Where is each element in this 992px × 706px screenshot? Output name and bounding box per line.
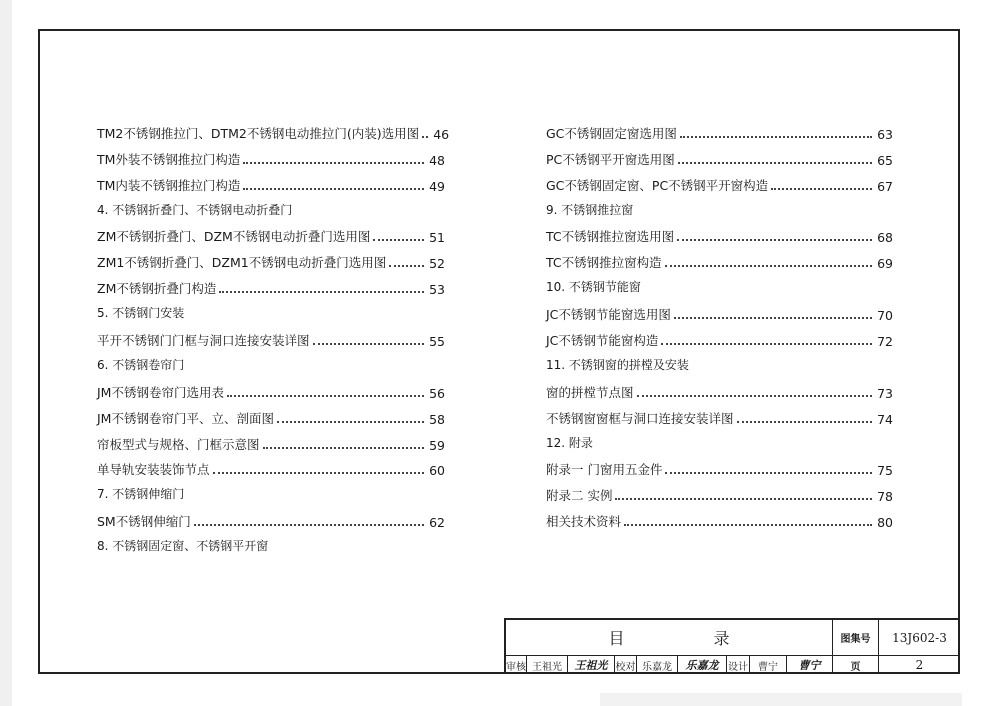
- toc-entry-label: 平开不锈钢门门框与洞口连接安装详图: [97, 333, 310, 349]
- toc-entry: [546, 168, 893, 194]
- toc-page-number: 75: [877, 463, 893, 479]
- toc-entry-label: JC不锈钢节能窗构造: [546, 333, 659, 349]
- reviewer-name: 王祖光: [532, 661, 562, 673]
- toc-dot-leader: [665, 265, 872, 267]
- toc-section-heading: [97, 297, 445, 323]
- toc-dot-leader: [677, 239, 872, 241]
- toc-entry-label: 12. 附录: [546, 435, 593, 450]
- toc-section-heading: [546, 349, 893, 375]
- page-number: 2: [915, 658, 924, 672]
- toc-dot-leader: [665, 472, 872, 474]
- toc-page-number: 73: [877, 385, 893, 401]
- toc-entry: [97, 142, 445, 168]
- toc-entry-label: ZM不锈钢折叠门构造: [97, 281, 217, 297]
- toc-entry-label: JM不锈钢卷帘门选用表: [97, 384, 224, 400]
- toc-page-number: 58: [429, 411, 445, 427]
- toc-entry: [97, 401, 445, 427]
- toc-entry-label: TM2不锈钢推拉门、DTM2不锈钢电动推拉门(内装)选用图: [97, 125, 420, 141]
- toc-entry-label: TC不锈钢推拉窗选用图: [546, 229, 675, 245]
- toc-entry-label: 附录一 门窗用五金件: [546, 462, 663, 478]
- checker-signature: 乐嘉龙: [685, 659, 719, 672]
- design-label: 设计: [728, 661, 748, 673]
- toc-section-heading: [97, 478, 445, 504]
- toc-entry-label: 5. 不锈钢门安装: [97, 306, 185, 321]
- toc-entry-label: 8. 不锈钢固定窗、不锈钢平开窗: [97, 539, 269, 554]
- toc-page-number: 53: [429, 282, 445, 298]
- toc-page-number: 52: [429, 256, 445, 272]
- toc-dot-leader: [737, 421, 872, 423]
- toc-entry-label: TM外装不锈钢推拉门构造: [97, 151, 241, 167]
- toc-section-heading: [97, 349, 445, 375]
- toc-dot-leader: [422, 136, 428, 138]
- toc-page-number: 69: [877, 256, 893, 272]
- toc-page-number: 74: [877, 411, 893, 427]
- scan-margin: [0, 0, 12, 706]
- toc-entry: [97, 453, 445, 479]
- toc-section-heading: [97, 194, 445, 220]
- toc-entry-label: 7. 不锈钢伸缩门: [97, 487, 185, 502]
- toc-entry-label: TC不锈钢推拉窗构造: [546, 255, 662, 271]
- toc-entry-label: TM内装不锈钢推拉门构造: [97, 177, 241, 193]
- toc-section-heading: [97, 530, 445, 556]
- toc-dot-leader: [243, 162, 424, 164]
- toc-entry-label: ZM不锈钢折叠门、DZM不锈钢电动折叠门选用图: [97, 229, 371, 245]
- toc-page-number: 55: [429, 334, 445, 350]
- review-label: 审核: [506, 661, 526, 673]
- toc-dot-leader: [661, 343, 872, 345]
- title-block: [504, 618, 960, 674]
- toc-entry: [97, 504, 445, 530]
- toc-dot-leader: [624, 524, 872, 526]
- checker-name: 乐嘉龙: [642, 661, 672, 673]
- toc-section-heading: [546, 194, 893, 220]
- toc-entry-label: 11. 不锈钢窗的拼樘及安装: [546, 357, 689, 372]
- toc-page-number: 48: [429, 152, 445, 168]
- designer-signature: 曹宁: [798, 659, 821, 672]
- atlas-number: 13J602-3: [892, 630, 947, 645]
- toc-entry-label: JM不锈钢卷帘门平、立、剖面图: [97, 410, 274, 426]
- toc-dot-leader: [313, 343, 424, 345]
- toc-right-column: [546, 116, 893, 530]
- toc-entry-label: 帘板型式与规格、门框示意图: [97, 436, 260, 452]
- toc-entry-label: GC不锈钢固定窗选用图: [546, 125, 677, 141]
- toc-entry-label: JC不锈钢节能窗选用图: [546, 307, 671, 323]
- toc-entry: [546, 245, 893, 271]
- toc-page-number: 49: [429, 178, 445, 194]
- toc-entry-label: PC不锈钢平开窗选用图: [546, 151, 675, 167]
- toc-entry: [546, 142, 893, 168]
- atlas-number-label: 图集号: [840, 634, 871, 645]
- toc-dot-leader: [263, 447, 424, 449]
- reviewer-signature: 王祖光: [574, 659, 608, 672]
- toc-entry: [97, 427, 445, 453]
- toc-page-number: 59: [429, 437, 445, 453]
- toc-dot-leader: [219, 291, 424, 293]
- toc-dot-leader: [771, 188, 872, 190]
- toc-entry: [546, 116, 893, 142]
- toc-section-heading: [546, 271, 893, 297]
- toc-page-number: 65: [877, 152, 893, 168]
- toc-entry-label: 10. 不锈钢节能窗: [546, 280, 641, 295]
- toc-page-number: 78: [877, 489, 893, 505]
- toc-dot-leader: [227, 395, 424, 397]
- toc-dot-leader: [243, 188, 424, 190]
- toc-dot-leader: [277, 421, 424, 423]
- toc-entry-label: 6. 不锈钢卷帘门: [97, 357, 185, 372]
- toc-entry: [546, 401, 893, 427]
- toc-entry-label: SM不锈钢伸缩门: [97, 514, 191, 530]
- toc-entry-label: ZM1不锈钢折叠门、DZM1不锈钢电动折叠门选用图: [97, 255, 387, 271]
- toc-entry: [97, 168, 445, 194]
- toc-dot-leader: [389, 265, 424, 267]
- toc-entry: [97, 116, 450, 142]
- toc-dot-leader: [194, 524, 424, 526]
- toc-entry: [546, 478, 893, 504]
- designer-name: 曹宁: [758, 661, 778, 673]
- toc-left-column: [97, 116, 450, 556]
- toc-entry-label: 窗的拼樘节点图: [546, 384, 634, 400]
- toc-page-number: 46: [433, 126, 450, 142]
- toc-dot-leader: [680, 136, 872, 138]
- toc-entry: [97, 375, 445, 401]
- toc-page-number: 80: [877, 515, 893, 531]
- check-label: 校对: [615, 661, 636, 673]
- toc-entry: [97, 271, 445, 297]
- toc-dot-leader: [678, 162, 872, 164]
- toc-page-number: 68: [877, 230, 893, 246]
- toc-entry: [546, 375, 893, 401]
- toc-entry-label: 附录二 实例: [546, 488, 613, 504]
- toc-entry: [97, 245, 445, 271]
- toc-page-number: 60: [429, 463, 445, 479]
- toc-page-number: 56: [429, 385, 445, 401]
- title-block-title: 目 录: [608, 629, 772, 648]
- toc-page-number: 62: [429, 515, 445, 531]
- toc-page-number: 63: [877, 126, 893, 142]
- toc-entry: [546, 453, 893, 479]
- toc-section-heading: [546, 427, 893, 453]
- toc-entry-label: 相关技术资料: [546, 514, 622, 530]
- toc-dot-leader: [674, 317, 872, 319]
- toc-page-number: 67: [877, 178, 893, 194]
- toc-entry-label: 单导轨安装装饰节点: [97, 462, 210, 478]
- page-label: 页: [850, 661, 861, 673]
- toc-entry: [546, 297, 893, 323]
- toc-entry: [546, 220, 893, 246]
- toc-page-number: 70: [877, 308, 893, 324]
- toc-entry: [546, 504, 893, 530]
- scan-bottom-strip: [600, 693, 962, 706]
- toc-entry-label: GC不锈钢固定窗、PC不锈钢平开窗构造: [546, 177, 769, 193]
- toc-dot-leader: [373, 239, 424, 241]
- toc-entry: [97, 220, 445, 246]
- toc-dot-leader: [637, 395, 872, 397]
- toc-dot-leader: [213, 472, 424, 474]
- toc-page-number: 72: [877, 334, 893, 350]
- toc-dot-leader: [615, 498, 872, 500]
- toc-entry-label: 9. 不锈钢推拉窗: [546, 202, 634, 217]
- toc-entry: [97, 323, 445, 349]
- toc-entry-label: 4. 不锈钢折叠门、不锈钢电动折叠门: [97, 202, 293, 217]
- toc-entry: [546, 323, 893, 349]
- toc-entry-label: 不锈钢窗窗框与洞口连接安装详图: [546, 410, 734, 426]
- toc-page-number: 51: [429, 230, 445, 246]
